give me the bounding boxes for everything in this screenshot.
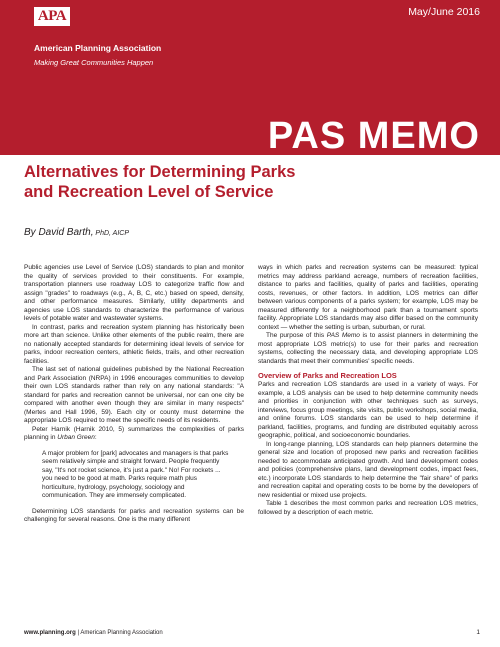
footer-separator: | [75, 630, 81, 636]
paragraph-text: : [94, 434, 97, 441]
page-number: 1 [476, 629, 480, 636]
issue-date: May/June 2016 [408, 6, 480, 18]
paragraph [258, 332, 478, 366]
publication-masthead: PAS MEMO [267, 115, 480, 157]
body-column-left [24, 264, 244, 525]
paragraph: In long-range planning, LOS standards can help planners determine the general size and location of proposed new parks and recreation facilities needed to accommodate anticipated growth. And land development codes and policies (comprehensive plans, land development codes, impact fees, etc.) incorporate LOS standards to help determine the "fair share" of parks and recreation capital and operating costs to be borne by the developers of new residential or mixed use projects. [258, 440, 478, 499]
article-title [24, 162, 484, 202]
paragraph: Public agencies use Level of Service (LOS) standards to plan and monitor the quality of services provided to their constituents. For example, transportation planners use roadway LOS to categorize traffic flow and assign "grades" to roadways (e.g., A, B, C, etc.) based on speed, density, and other performance measures. Similarly, utility departments and agencies use LOS standards to characterize the performance of various levels of potable water and wastewater systems. [24, 264, 244, 322]
apa-logo[interactable] [34, 7, 70, 26]
paragraph: In contrast, parks and recreation system planning has historically been more art than science. Unlike other elements of the public realm, there are no nationally accepted standards for determining ideal levels of service for parks, indoor recreation centers, athletic fields, trails, and other recreation facilities. [24, 323, 244, 365]
article-title-line-1: Alternatives for Determining Parks [24, 163, 296, 181]
book-title: Urban Green [57, 434, 95, 441]
footer-organization: American Planning Association [80, 630, 163, 636]
publication-name: PAS Memo [326, 332, 360, 339]
apa-logo-text: APA [37, 8, 67, 24]
byline-credentials: PhD, AICP [93, 230, 130, 237]
paragraph: Determining LOS standards for parks and recreation systems can be challenging for several reasons. One is the many different [24, 507, 244, 523]
organization-name: American Planning Association [34, 43, 162, 53]
organization-tagline: Making Great Communities Happen [34, 58, 154, 67]
byline-author: By David Barth, [24, 227, 94, 238]
paragraph [24, 426, 244, 443]
footer-url-link[interactable]: www.planning.org [24, 630, 76, 636]
header-banner [0, 0, 500, 155]
article-title-line-2: and Recreation Level of Service [24, 183, 274, 201]
page-footer [24, 630, 163, 636]
paragraph: Table 1 describes the most common parks and recreation LOS metrics, followed by a description of each metric. [258, 500, 478, 516]
paragraph: Parks and recreation LOS standards are used in a variety of ways. For example, a LOS analysis can be used to help determine community needs and priorities in conjunction with other techniques such as surveys, interviews, focus group meetings, site visits, public workshops, social media, and online forums. LOS standards can be used to help determine if parkland, facilities, programs, and funding are distributed equitably across geographic, political, and socioeconomic boundaries. [258, 381, 478, 439]
paragraph-text: Peter Harnik (Harnik 2010, 5) summarizes the complexities of parks planning in [24, 425, 244, 441]
paragraph: ways in which parks and recreation systems can be measured: typical metrics may address parkland acreage, numbers of recreation facilities, distance to parks and facilities, quality of parks and facilities, operating costs, revenues, or other factors. In addition, LOS metrics can differ between various components of a parks system; for example, LOS may be measured differently for a neighborhood park than a tournament sports facility. Appropriate LOS standards may also differ based on the community context — whether the setting is urban, suburban, or rural. [258, 264, 478, 331]
block-quote: A major problem for [park] advocates and managers is that parks seem relatively simple and straight forward. People frequently say, "It's not rocket science, it's just a park." No! For rockets ... you need to be good at math. Parks require math plus horticulture, hydrology, psychology, sociology and communication. They are immensely complicated. [42, 449, 229, 499]
paragraph-text: is to assist planners in determining the most appropriate LOS metric(s) to use for their parks and recreation systems, collecting the necessary data, and developing appropriate LOS standards that meet their communities' specific needs. [258, 332, 479, 365]
byline [24, 227, 129, 238]
paragraph-text: The purpose of this [266, 332, 327, 339]
section-heading: Overview of Parks and Recreation LOS [258, 371, 397, 380]
body-column-right [258, 264, 478, 517]
paragraph: The last set of national guidelines published by the National Recreation and Park Association (NRPA) in 1996 encourages communities to develop their own LOS standards rather than rely on any national standards: "A standard for parks and recreation cannot be universal, nor can one city be compared with another even though they are similar in many respects" (Mertes and Hall 1996, 59). Each city or county must determine the appropriate LOS required to meet the specific needs of its residents. [24, 366, 244, 424]
